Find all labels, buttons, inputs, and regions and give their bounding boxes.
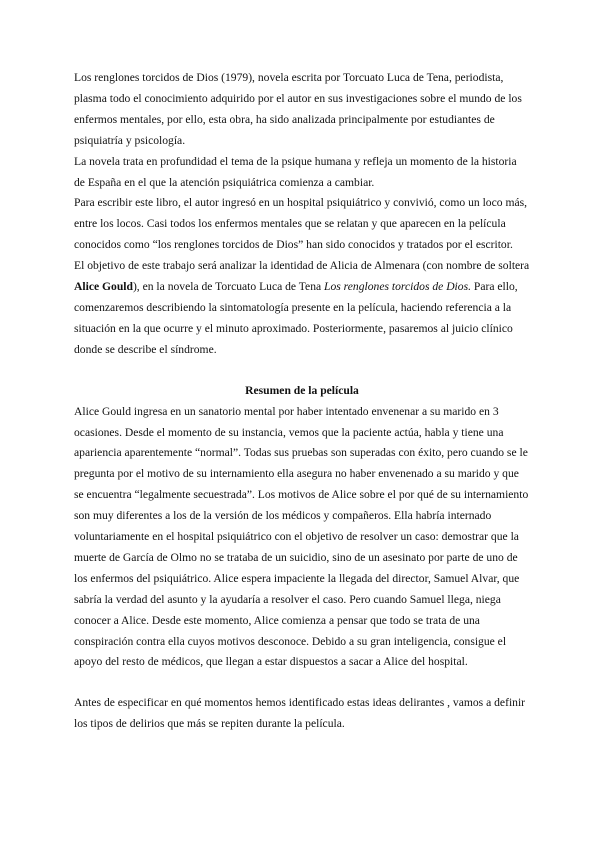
intro-p4-text-b: ), en la novela de Torcuato Luca de Tena xyxy=(132,280,325,294)
summary-paragraph-1: Alice Gould ingresa en un sanatorio mental por haber intentado envenenar a su marido en 3 ocasiones. Desde el momento de su instancia, vemos que la paciente actúa, habla y tiene una apariencia aparentemente “normal”. Todas sus pruebas son superadas con éxito, pero cuando se le pregunta por el motivo de su internamiento ella asegura no haber envenenado a su marido y que se encuentra “legalmente secuestrada”. Los motivos de Alice sobre el por qué de su internamiento son muy diferentes a los de la versión de los médicos y compañeros. Ella habría internado voluntariamente en el hospital psiquiátrico con el objetivo de resolver un caso: demostrar que la muerte de García de Olmo no se trataba de un suicidio, sino de un asesinato por parte de uno de los enfermos del psiquiátrico. Alice espera impaciente la llegada del director, Samuel Alvar, que sabría la verdad del asunto y la ayudaría a resolver el caso. Pero cuando Samuel llega, niega conocer a Alice. Desde este momento, Alice comienza a pensar que todo se trata de una conspiración contra ella cuyos motivos desconoce. Debido a su gran inteligencia, consigue el apoyo del resto de médicos, que llegan a estar dispuestos a sacar a Alice del hospital. xyxy=(74,404,529,669)
summary-paragraph-2: Antes de especificar en qué momentos hemos identificado estas ideas delirantes , vamos a definir los tipos de delirios que más se repiten durante la película. xyxy=(74,696,526,731)
protagonist-name: Alice Gould xyxy=(74,280,133,294)
book-title: Los renglones torcidos de Dios. xyxy=(324,280,471,294)
intro-paragraph-2: La novela trata en profundidad el tema de la psique humana y refleja un momento de la historia de España en el que la atención psiquiátrica comienza a cambiar. xyxy=(74,154,517,189)
intro-p4-text-a: El objetivo de este trabajo será analizar la identidad de Alicia de Almenara (con nombre de soltera xyxy=(74,259,530,273)
document-page xyxy=(74,68,530,735)
section-heading: Resumen de la película xyxy=(245,383,359,397)
intro-paragraph-1: Los renglones torcidos de Dios (1979), novela escrita por Torcuato Luca de Tena, periodista, plasma todo el conocimiento adquirido por el autor en sus investigaciones sobre el mundo de los enfermos mentales, por ello, esta obra, ha sido analizada principalmente por estudiantes de psiquiatría y psicología. xyxy=(74,71,522,147)
intro-paragraph-3: Para escribir este libro, el autor ingresó en un hospital psiquiátrico y convivió, como un loco más, entre los locos. Casi todos los enfermos mentales que se relatan y que aparecen en la película conocidos como “los renglones torcidos de Dios” han sido conocidos y tratados por el escritor. xyxy=(74,196,528,252)
intro-p4-text-c: Para ello, comenzaremos describiendo la sintomatología presente en la película, haciendo referencia a la situación en la que ocurre y el minuto aproximado. Posteriormente, pasaremos al juicio clínico donde se describe el síndrome. xyxy=(74,280,518,356)
intro-paragraph-4 xyxy=(74,256,530,361)
